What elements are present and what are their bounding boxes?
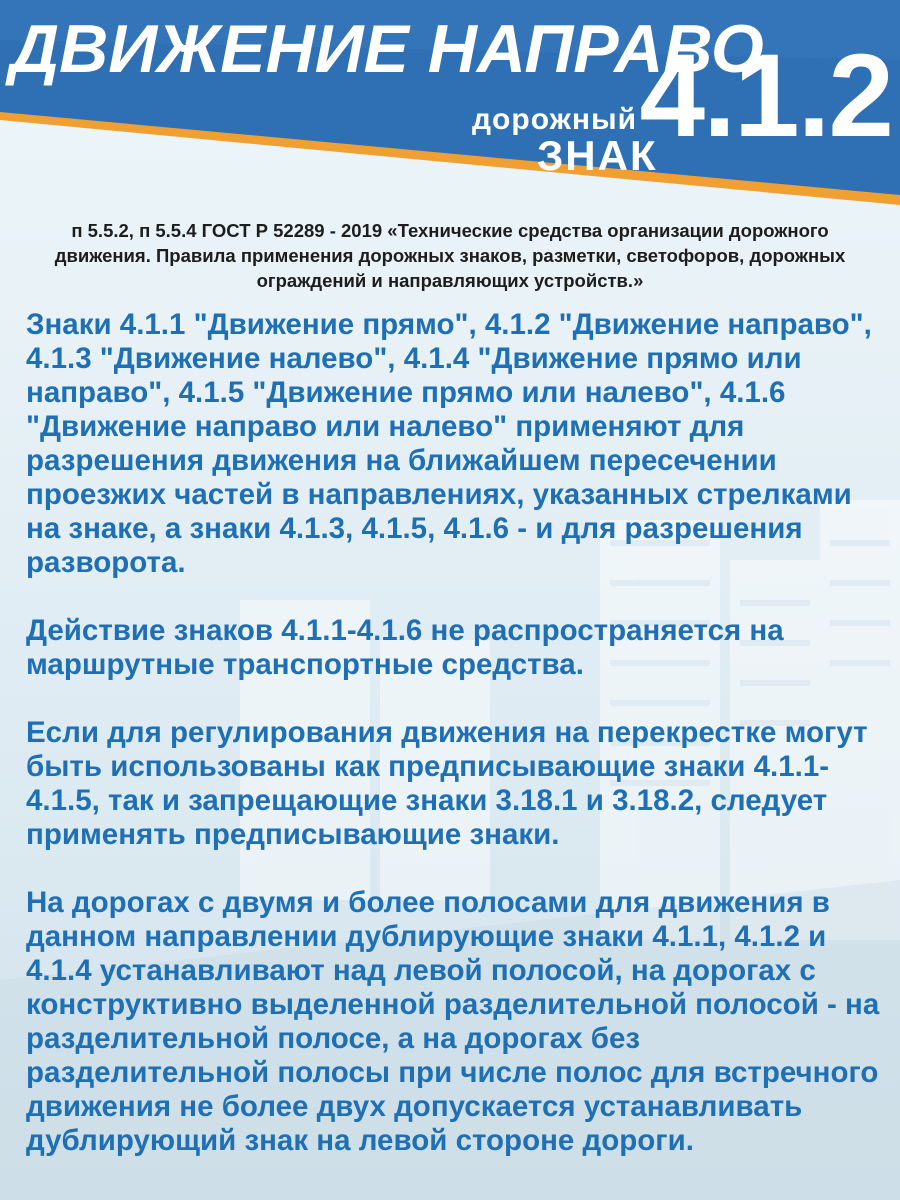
subtitle-sign: ЗНАК <box>537 132 658 179</box>
paragraph: Если для регулирования движения на перекрестке могут быть использованы как предписывающие знаки 4.1.1-4.1.5, так и запрещающие знаки 3.18.1 и 3.18.2, следует применять предписывающие знаки. <box>26 716 868 851</box>
subtitle-road: дорожный <box>472 103 638 136</box>
body-text <box>26 308 886 1158</box>
page-title: ДВИЖЕНИЕ НАПРАВО <box>10 11 764 87</box>
gost-reference: п 5.5.2, п 5.5.4 ГОСТ Р 52289 - 2019 «Технические средства организации дорожного движения. Правила применения дорожных знаков, разметки, светофоров, дорожных ограждений и направляющих устройств.» <box>54 220 846 291</box>
paragraph: Действие знаков 4.1.1-4.1.6 не распространяется на маршрутные транспортные средства. <box>26 614 784 681</box>
paragraph: Знаки 4.1.1 "Движение прямо", 4.1.2 "Движение направо", 4.1.3 "Движение налево", 4.1.4 "Движение прямо или направо", 4.1.5 "Движение прямо или налево", 4.1.6 "Движение направо или налево" применяют для разрешения движения на ближайшем пересечении проезжих частей в направлениях, указанных стрелками на знаке, а знаки 4.1.3, 4.1.5, 4.1.6 - и для разрешения разворота. <box>26 308 872 579</box>
paragraph: На дорогах с двумя и более полосами для движения в данном направлении дублирующие знаки 4.1.1, 4.1.2 и 4.1.4 устанавливают над левой полосой, на дорогах с конструктивно выделенной разделительной полосой - на разделительной полосе, а на дорогах без разделительной полосы при числе полос для встречного движения не более двух допускается устанавливать дублирующий знак на левой стороне дороги. <box>26 886 880 1157</box>
sign-number: 4.1.2 <box>639 30 892 162</box>
